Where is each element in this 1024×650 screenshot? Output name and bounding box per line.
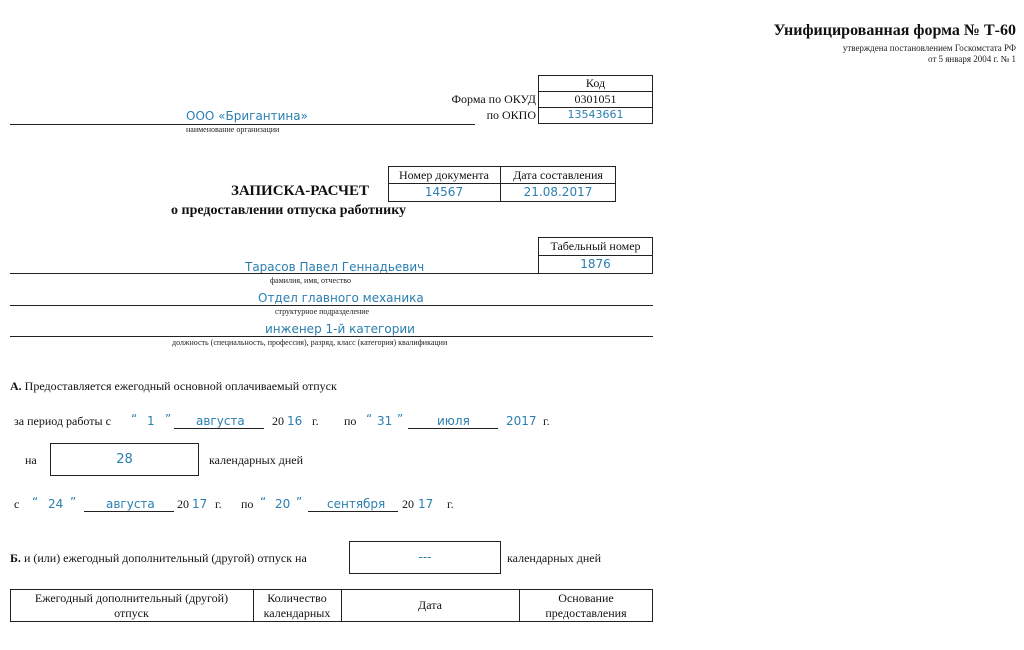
section-a-heading [10, 379, 337, 394]
to-day: 31 [377, 414, 393, 428]
tab-number: 1876 [580, 257, 611, 271]
on-label: на [25, 453, 37, 467]
start-day: 24 [48, 497, 64, 511]
position-caption: должность (специальность, профессия), разряд, класс (категория) квалификации [172, 338, 448, 347]
doc-number: 14567 [424, 185, 464, 199]
extra-days-value: --- [418, 550, 432, 564]
col-extra-leave-line2: отпуск [114, 606, 149, 620]
close-quote: ” [165, 412, 172, 426]
to-year-suffix: г. [543, 414, 550, 428]
section-b-letter: Б. [10, 551, 21, 565]
approval-line-1: утверждена постановлением Госкомстата РФ [842, 43, 1016, 53]
to-month: июля [437, 414, 470, 428]
from-month: августа [196, 414, 245, 428]
col-extra-leave-line1: Ежегодный дополнительный (другой) [34, 591, 229, 605]
to-label: по [344, 414, 357, 428]
days-value: 28 [116, 452, 133, 467]
from-day: 1 [147, 414, 155, 428]
document-subtitle: о предоставлении отпуска работнику [171, 203, 407, 218]
section-b-heading [10, 551, 307, 566]
okud-value: 0301051 [574, 92, 617, 106]
start-label: с [14, 497, 20, 511]
from-year-prefix: 20 [272, 414, 284, 428]
start-open-quote: “ [32, 495, 39, 509]
col-basis-line2: предоставления [545, 606, 627, 620]
approval-line-2: от 5 января 2004 г. № 1 [927, 54, 1016, 64]
from-year: 16 [287, 414, 303, 428]
end-year: 17 [418, 497, 434, 511]
end-year-suffix: г. [447, 497, 454, 511]
okpo-label: по ОКПО [486, 108, 536, 122]
period-label: за период работы с [14, 414, 111, 428]
doc-date: 21.08.2017 [523, 185, 593, 199]
start-close-quote: ” [70, 495, 77, 509]
col-date: Дата [418, 598, 442, 612]
days-label: календарных дней [209, 453, 304, 467]
section-a-letter: А. [10, 379, 22, 393]
end-open-quote: “ [260, 495, 267, 509]
department: Отдел главного механика [258, 291, 424, 305]
form-title: Унифицированная форма № Т-60 [773, 22, 1016, 39]
to-close-quote: ” [397, 412, 404, 426]
end-month: сентября [327, 497, 386, 511]
code-header: Код [585, 76, 606, 90]
position: инженер 1-й категории [265, 322, 415, 336]
from-year-suffix: г. [312, 414, 319, 428]
organization-name: ООО «Бригантина» [186, 109, 308, 123]
okud-label: Форма по ОКУД [451, 92, 536, 106]
tab-number-header: Табельный номер [550, 239, 641, 253]
col-count-line2: календарных [263, 606, 331, 620]
doc-number-header: Номер документа [398, 168, 490, 182]
extra-days-label: календарных дней [507, 551, 602, 565]
end-day: 20 [275, 497, 291, 511]
organization-caption: наименование организации [186, 125, 280, 134]
end-close-quote: ” [296, 495, 303, 509]
open-quote: “ [131, 412, 138, 426]
col-count-line1: Количество [267, 591, 327, 605]
col-basis-line1: Основание [558, 591, 614, 605]
end-year-prefix: 20 [402, 497, 414, 511]
start-year-suffix: г. [215, 497, 222, 511]
to-open-quote: “ [366, 412, 373, 426]
employee-name: Тарасов Павел Геннадьевич [245, 260, 425, 274]
end-label: по [241, 497, 254, 511]
okpo-value: 13543661 [567, 108, 624, 121]
to-year: 2017 [506, 414, 537, 428]
department-caption: структурное подразделение [275, 307, 370, 316]
start-month: августа [106, 497, 155, 511]
start-year-prefix: 20 [177, 497, 189, 511]
start-year: 17 [192, 497, 208, 511]
section-a-text: Предоставляется ежегодный основной оплачиваемый отпуск [24, 379, 337, 393]
document-title: ЗАПИСКА-РАСЧЕТ [231, 183, 370, 199]
employee-name-caption: фамилия, имя, отчество [270, 276, 351, 285]
section-b-text: и (или) ежегодный дополнительный (другой) отпуск на [23, 551, 307, 565]
doc-date-header: Дата составления [513, 168, 603, 182]
